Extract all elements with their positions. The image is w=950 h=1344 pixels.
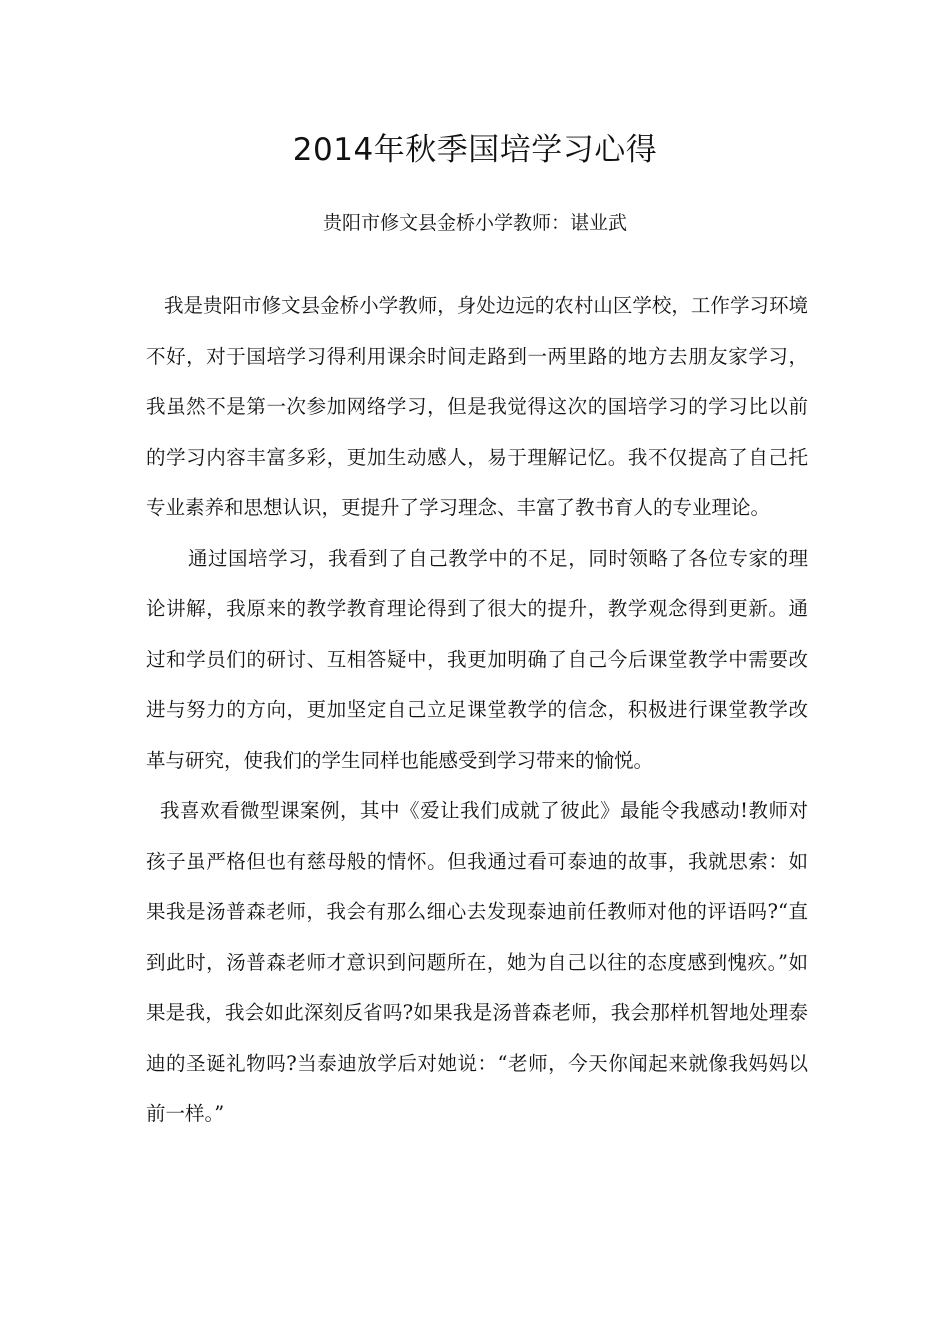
paragraph-2: 通过国培学习，我看到了自己教学中的不足，同时领略了各位专家的理论讲解，我原来的教学教育理论得到了很大的提升，教学观念得到更新。通过和学员们的研讨、互相答疑中，我更加明确了自己今后课堂教学中需要改进与努力的方向，更加坚定自己立足课堂教学的信念，积极进行课堂教学改革与研究，使我们的学生同样也能感受到学习带来的愉悦。: [146, 546, 808, 772]
author-line: 贵阳市修文县金桥小学教师：谌业武: [322, 212, 627, 234]
paragraph-1: 我是贵阳市修文县金桥小学教师，身处边远的农村山区学校，工作学习环境不好，对于国培学习得利用课余时间走路到一两里路的地方去朋友家学习，我虽然不是第一次参加网络学习，但是我觉得这次的国培学习的学习比以前的学习内容丰富多彩，更加生动感人，易于理解记忆。我不仅提高了自己托专业素养和思想认识，更提升了学习理念、丰富了教书育人的专业理论。: [146, 294, 808, 519]
document-body: [146, 281, 808, 1140]
document-title: 2014年秋季国培学习心得: [292, 132, 658, 168]
paragraph-3: 我喜欢看微型课案例，其中《爱让我们成就了彼此》最能令我感动!教师对孩子虽严格但也有慈母般的情怀。但我通过看可泰迪的故事，我就思索：如果我是汤普森老师，我会有那么细心去发现泰迪前任教师对他的评语吗?“直到此时，汤普森老师才意识到问题所在，她为自己以往的态度感到愧疚。”如果是我，我会如此深刻反省吗?如果我是汤普森老师，我会那样机智地处理泰迪的圣诞礼物吗?当泰迪放学后对她说：“老师，今天你闻起来就像我妈妈以前一样。”: [146, 799, 808, 1125]
